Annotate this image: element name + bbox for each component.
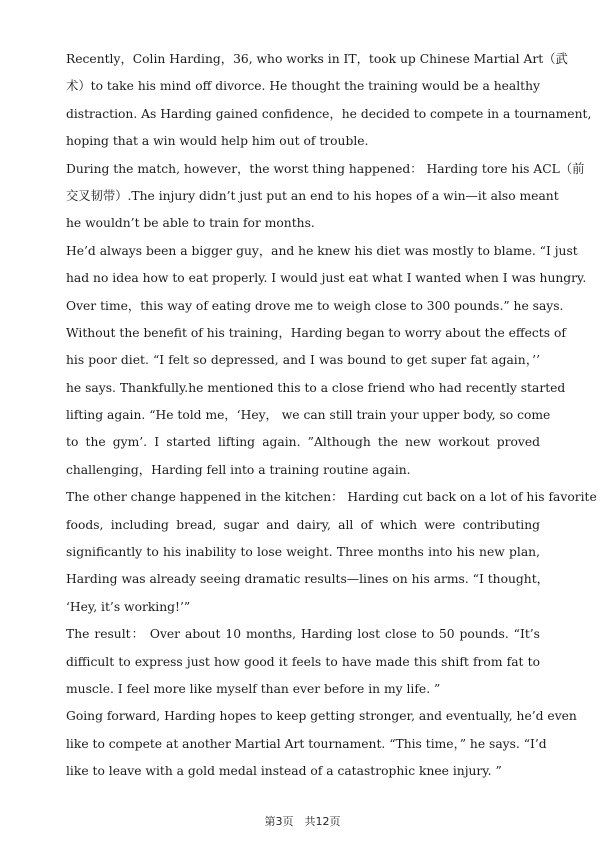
text-line: challenging，Harding fell into a training routine again. — [66, 462, 411, 477]
text-line: his poor diet. “I felt so depressed, and I was bound to get super fat again，’’ — [66, 353, 540, 368]
text-line: ‘Hey, it’s working!’” — [66, 599, 191, 614]
text-line: like to leave with a gold medal instead of a catastrophic knee injury. ” — [66, 764, 502, 779]
text-line: distraction. As Harding gained confidence，he decided to compete in a tournament, — [66, 106, 592, 121]
text-line: significantly to his inability to lose weight. Three months into his new plan, — [66, 545, 540, 560]
text-line: Over time，this way of eating drove me to weigh close to 300 pounds.” he says. — [66, 298, 564, 313]
text-line: difficult to express just how good it feels to have made this shift from fat to — [66, 654, 540, 669]
text-line: like to compete at another Martial Art tournament. “This time，” he says. “I’d — [66, 736, 547, 751]
text-line: 交叉韧带）.The injury didn’t just put an end to his hopes of a win—it also meant — [66, 188, 559, 203]
text-line: hoping that a win would help him out of trouble. — [66, 134, 369, 149]
text-line: The other change happened in the kitchen： Harding cut back on a lot of his favorite — [66, 490, 597, 505]
text-line: Going forward, Harding hopes to keep getting stronger, and eventually, he’d even — [66, 709, 577, 724]
text-line: he says. Thankfully.he mentioned this to a close friend who had recently started — [66, 380, 566, 395]
text-line: lifting again. “He told me，‘Hey， we can still train your upper body, so come — [66, 408, 551, 423]
text-line: Harding was already seeing dramatic results—lines on his arms. “I thought， — [66, 572, 549, 587]
page-footer: 第3页 共12页 — [264, 815, 341, 828]
text-line: foods, including bread, sugar and dairy, all of which were contributing — [66, 517, 540, 532]
text-line: had no idea how to eat properly. I would just eat what I wanted when I was hungry. — [66, 271, 587, 286]
text-line: to the gym’. I started lifting again. ”Although the new workout proved — [66, 435, 540, 450]
text-line: He’d always been a bigger guy，and he knew his diet was mostly to blame. “I just — [66, 243, 578, 258]
text-line: Recently，Colin Harding，36, who works in IT，took up Chinese Martial Art（武 — [66, 52, 568, 66]
article-body — [66, 46, 597, 786]
text-line: During the match, however，the worst thing happened： Harding tore his ACL（前 — [66, 161, 585, 176]
text-line: The result： Over about 10 months, Harding lost close to 50 pounds. “It’s — [66, 627, 540, 642]
text-line: he wouldn’t be able to train for months. — [66, 216, 315, 231]
text-line: 术）to take his mind off divorce. He thought the training would be a healthy — [66, 79, 540, 94]
text-line: muscle. I feel more like myself than ever before in my life. ” — [66, 681, 441, 696]
text-line: Without the benefit of his training，Harding began to worry about the effects of — [66, 325, 566, 340]
